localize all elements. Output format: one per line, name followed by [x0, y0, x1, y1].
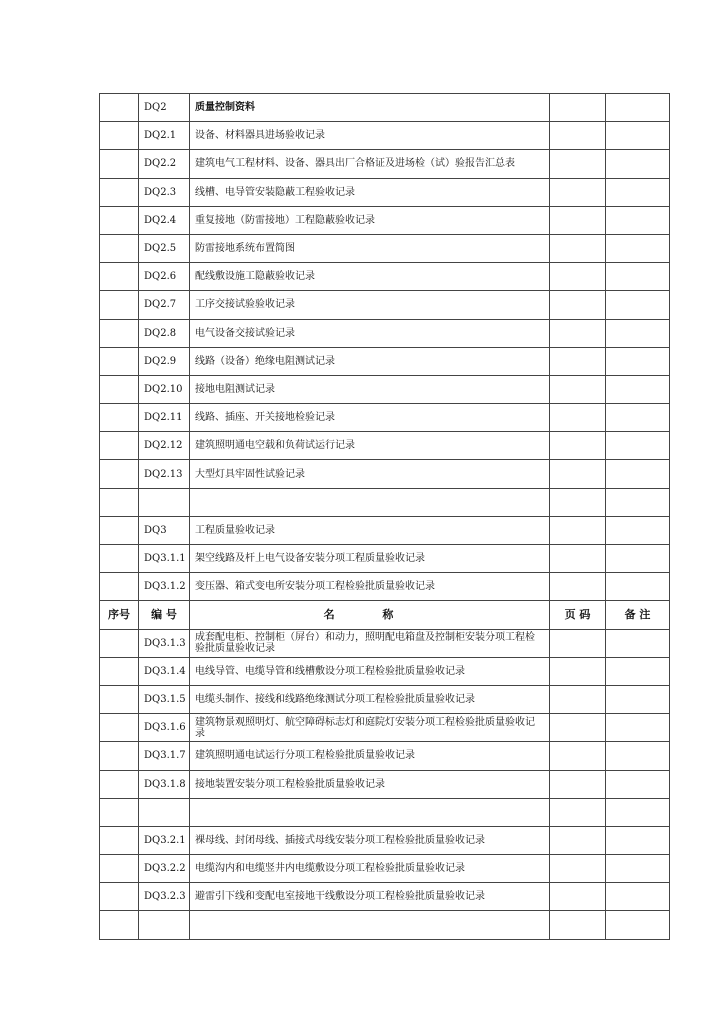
note-cell — [606, 234, 670, 262]
seq-cell — [100, 657, 139, 685]
note-cell — [606, 404, 670, 432]
name-cell: 裸母线、封闭母线、插接式母线安装分项工程检验批质量验收记录 — [190, 826, 550, 854]
page-cell — [550, 685, 606, 713]
code-cell: DQ3.2.2 — [139, 855, 190, 883]
code-cell: DQ2.5 — [139, 234, 190, 262]
name-cell: 接地电阻测试记录 — [190, 375, 550, 403]
note-cell — [606, 798, 670, 826]
name-cell: 架空线路及杆上电气设备安装分项工程质量验收记录 — [190, 545, 550, 573]
code-cell: DQ2.11 — [139, 404, 190, 432]
table-row — [100, 206, 670, 234]
table-row — [100, 263, 670, 291]
table-row — [100, 573, 670, 601]
note-cell — [606, 826, 670, 854]
table-row — [100, 234, 670, 262]
page-cell — [550, 150, 606, 178]
table-row — [100, 178, 670, 206]
code-cell: DQ3.1.5 — [139, 685, 190, 713]
code-cell: DQ3.1.7 — [139, 742, 190, 770]
note-cell — [606, 291, 670, 319]
page-cell — [550, 263, 606, 291]
name-cell: 建筑物景观照明灯、航空障碍标志灯和庭院灯安装分项工程检验批质量验收记录 — [190, 714, 550, 742]
table-row — [100, 826, 670, 854]
name-cell — [190, 911, 550, 939]
table-row — [100, 291, 670, 319]
table-row — [100, 150, 670, 178]
table-row — [100, 629, 670, 657]
seq-cell — [100, 714, 139, 742]
code-cell: DQ3.1.2 — [139, 573, 190, 601]
page-cell — [550, 826, 606, 854]
code-cell: DQ2.3 — [139, 178, 190, 206]
table-row — [100, 685, 670, 713]
note-cell — [606, 545, 670, 573]
table-row — [100, 911, 670, 939]
seq-cell — [100, 234, 139, 262]
code-cell — [139, 488, 190, 516]
page-cell — [550, 122, 606, 150]
note-cell — [606, 742, 670, 770]
note-cell — [606, 629, 670, 657]
page-cell — [550, 516, 606, 544]
header-name: 名 称 — [190, 601, 550, 629]
seq-cell — [100, 770, 139, 798]
page-cell — [550, 404, 606, 432]
note-cell — [606, 94, 670, 122]
page-cell — [550, 798, 606, 826]
page-cell — [550, 234, 606, 262]
code-cell: DQ2.1 — [139, 122, 190, 150]
table-row — [100, 883, 670, 911]
note-cell — [606, 714, 670, 742]
code-cell: DQ2.12 — [139, 432, 190, 460]
seq-cell — [100, 545, 139, 573]
name-cell: 电气设备交接试验记录 — [190, 319, 550, 347]
code-cell: DQ3.2.3 — [139, 883, 190, 911]
seq-cell — [100, 94, 139, 122]
table-row — [100, 94, 670, 122]
code-cell — [139, 911, 190, 939]
page-cell — [550, 460, 606, 488]
table-row — [100, 657, 670, 685]
note-cell — [606, 347, 670, 375]
name-cell: 变压器、箱式变电所安装分项工程检验批质量验收记录 — [190, 573, 550, 601]
page-cell — [550, 714, 606, 742]
note-cell — [606, 150, 670, 178]
note-cell — [606, 178, 670, 206]
name-cell: 线路、插座、开关接地检验记录 — [190, 404, 550, 432]
record-index-table — [99, 93, 670, 940]
table-row — [100, 488, 670, 516]
table-row — [100, 714, 670, 742]
name-cell: 工程质量验收记录 — [190, 516, 550, 544]
seq-cell — [100, 826, 139, 854]
table-body-top — [100, 94, 670, 601]
name-cell: 线路（设备）绝缘电阻测试记录 — [190, 347, 550, 375]
seq-cell — [100, 375, 139, 403]
table-row — [100, 432, 670, 460]
code-cell: DQ2.8 — [139, 319, 190, 347]
seq-cell — [100, 150, 139, 178]
table-row — [100, 460, 670, 488]
table-row — [100, 122, 670, 150]
header-code: 编 号 — [139, 601, 190, 629]
name-cell — [190, 798, 550, 826]
seq-cell — [100, 573, 139, 601]
page-cell — [550, 178, 606, 206]
code-cell: DQ2.6 — [139, 263, 190, 291]
seq-cell — [100, 516, 139, 544]
header-page: 页 码 — [550, 601, 606, 629]
note-cell — [606, 573, 670, 601]
header-row — [100, 601, 670, 629]
seq-cell — [100, 291, 139, 319]
name-cell: 工序交接试验验收记录 — [190, 291, 550, 319]
page-cell — [550, 375, 606, 403]
name-cell: 建筑电气工程材料、设备、器具出厂合格证及进场检（试）验报告汇总表 — [190, 150, 550, 178]
seq-cell — [100, 883, 139, 911]
name-cell: 重复接地（防雷接地）工程隐蔽验收记录 — [190, 206, 550, 234]
table-row — [100, 516, 670, 544]
table-row — [100, 770, 670, 798]
seq-cell — [100, 911, 139, 939]
name-cell: 建筑照明通电试运行分项工程检验批质量验收记录 — [190, 742, 550, 770]
name-cell: 避雷引下线和变配电室接地干线敷设分项工程检验批质量验收记录 — [190, 883, 550, 911]
note-cell — [606, 460, 670, 488]
code-cell: DQ2.9 — [139, 347, 190, 375]
note-cell — [606, 657, 670, 685]
code-cell: DQ2.10 — [139, 375, 190, 403]
page-cell — [550, 347, 606, 375]
code-cell: DQ2.7 — [139, 291, 190, 319]
note-cell — [606, 685, 670, 713]
seq-cell — [100, 855, 139, 883]
seq-cell — [100, 629, 139, 657]
page-cell — [550, 291, 606, 319]
name-cell: 电线导管、电缆导管和线槽敷设分项工程检验批质量验收记录 — [190, 657, 550, 685]
seq-cell — [100, 404, 139, 432]
page-cell — [550, 573, 606, 601]
table-row — [100, 545, 670, 573]
table-row — [100, 404, 670, 432]
name-cell: 建筑照明通电空载和负荷试运行记录 — [190, 432, 550, 460]
note-cell — [606, 516, 670, 544]
table-row — [100, 375, 670, 403]
name-cell: 配线敷设施工隐蔽验收记录 — [190, 263, 550, 291]
name-cell: 电缆头制作、接线和线路绝缘测试分项工程检验批质量验收记录 — [190, 685, 550, 713]
note-cell — [606, 375, 670, 403]
seq-cell — [100, 432, 139, 460]
name-cell: 质量控制资料 — [190, 94, 550, 122]
seq-cell — [100, 742, 139, 770]
header-note: 备 注 — [606, 601, 670, 629]
code-cell: DQ2 — [139, 94, 190, 122]
note-cell — [606, 206, 670, 234]
seq-cell — [100, 206, 139, 234]
seq-cell — [100, 319, 139, 347]
note-cell — [606, 319, 670, 347]
page-cell — [550, 855, 606, 883]
page-cell — [550, 911, 606, 939]
note-cell — [606, 122, 670, 150]
code-cell — [139, 798, 190, 826]
page-cell — [550, 629, 606, 657]
name-cell: 大型灯具牢固性试验记录 — [190, 460, 550, 488]
page-cell — [550, 657, 606, 685]
code-cell: DQ3.1.6 — [139, 714, 190, 742]
code-cell: DQ3.1.8 — [139, 770, 190, 798]
seq-cell — [100, 488, 139, 516]
note-cell — [606, 488, 670, 516]
name-cell: 线槽、电导管安装隐蔽工程验收记录 — [190, 178, 550, 206]
page-cell — [550, 545, 606, 573]
table-row — [100, 742, 670, 770]
seq-cell — [100, 263, 139, 291]
note-cell — [606, 432, 670, 460]
code-cell: DQ3.1.1 — [139, 545, 190, 573]
code-cell: DQ3 — [139, 516, 190, 544]
code-cell: DQ2.2 — [139, 150, 190, 178]
name-cell: 设备、材料器具进场验收记录 — [190, 122, 550, 150]
page-cell — [550, 94, 606, 122]
seq-cell — [100, 685, 139, 713]
note-cell — [606, 911, 670, 939]
page-cell — [550, 319, 606, 347]
table-header — [100, 601, 670, 629]
table-body-bottom — [100, 629, 670, 939]
name-cell: 电缆沟内和电缆竖井内电缆敷设分项工程检验批质量验收记录 — [190, 855, 550, 883]
name-cell: 接地装置安装分项工程检验批质量验收记录 — [190, 770, 550, 798]
name-cell: 防雷接地系统布置简图 — [190, 234, 550, 262]
code-cell: DQ3.1.3 — [139, 629, 190, 657]
page-cell — [550, 206, 606, 234]
seq-cell — [100, 460, 139, 488]
seq-cell — [100, 347, 139, 375]
page-cell — [550, 488, 606, 516]
table-row — [100, 798, 670, 826]
note-cell — [606, 855, 670, 883]
name-cell — [190, 488, 550, 516]
seq-cell — [100, 178, 139, 206]
table-row — [100, 347, 670, 375]
code-cell: DQ3.2.1 — [139, 826, 190, 854]
page-cell — [550, 883, 606, 911]
table-row — [100, 855, 670, 883]
header-seq: 序号 — [100, 601, 139, 629]
code-cell: DQ2.13 — [139, 460, 190, 488]
table-row — [100, 319, 670, 347]
note-cell — [606, 770, 670, 798]
seq-cell — [100, 122, 139, 150]
code-cell: DQ3.1.4 — [139, 657, 190, 685]
code-cell: DQ2.4 — [139, 206, 190, 234]
seq-cell — [100, 798, 139, 826]
page-cell — [550, 742, 606, 770]
note-cell — [606, 263, 670, 291]
note-cell — [606, 883, 670, 911]
page-cell — [550, 770, 606, 798]
page-cell — [550, 432, 606, 460]
name-cell: 成套配电柜、控制柜（屏台）和动力，照明配电箱盘及控制柜安装分项工程检验批质量验收记录 — [190, 629, 550, 657]
